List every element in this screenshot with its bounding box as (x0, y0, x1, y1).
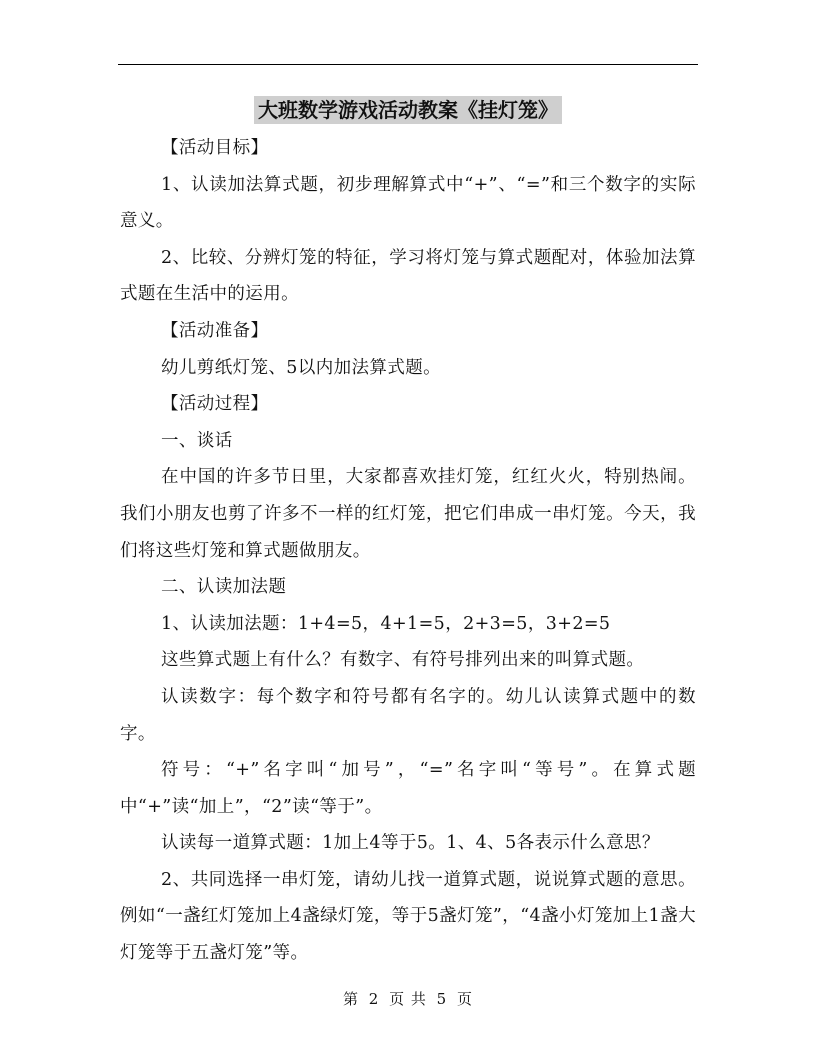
document-title-wrapper (0, 96, 816, 124)
section-heading-goals: 【活动目标】 (161, 138, 269, 158)
document-title: 大班数学游戏活动教案《挂灯笼》 (254, 96, 562, 124)
process-step-2-item-1: 1、认读加法题：1+4=5，4+1=5，2+3=5，3+2=5 (161, 613, 611, 634)
header-rule (118, 64, 698, 65)
page-total: 5 (436, 990, 448, 1008)
page-suffix: 页 (457, 990, 474, 1008)
process-step-2-reading: 认读每一道算式题：1加上4等于5。1、4、5各表示什么意思？ (161, 833, 660, 854)
process-step-2-item-2: 2、共同选择一串灯笼，请幼儿找一道算式题，说说算式题的意思。例如“一盏红灯笼加上4盏绿灯笼，等于5盏灯笼”，“4盏小灯笼加上1盏大灯笼等于五盏灯笼”等。 (120, 869, 696, 964)
process-step-1-text: 在中国的许多节日里，大家都喜欢挂灯笼，红红火火，特别热闹。我们小朋友也剪了许多不一样的红灯笼，把它们串成一串灯笼。今天，我们将这些灯笼和算式题做朋友。 (120, 467, 696, 561)
preparation-text: 幼儿剪纸灯笼、5以内加法算式题。 (161, 357, 442, 378)
process-step-2-symbols: 符号：“+”名字叫“加号”，“=”名字叫“等号”。在算式题中“+”读“加上”，“2”读“等于”。 (120, 760, 696, 817)
page-prefix: 第 (342, 990, 359, 1008)
section-heading-preparation: 【活动准备】 (161, 320, 269, 341)
section-heading-process: 【活动过程】 (161, 394, 269, 415)
page-footer (0, 988, 816, 1009)
document-body (120, 130, 696, 972)
process-step-2-numbers: 认读数字：每个数字和符号都有名字的。幼儿认读算式题中的数字。 (120, 686, 696, 744)
process-step-2-question: 这些算式题上有什么？有数字、有符号排列出来的叫算式题。 (161, 650, 645, 671)
page-middle: 页 共 (389, 990, 427, 1008)
process-step-1-heading: 一、谈话 (161, 430, 233, 451)
process-step-2-heading: 二、认读加法题 (161, 577, 287, 598)
goal-item-2: 2、比较、分辨灯笼的特征，学习将灯笼与算式题配对，体验加法算式题在生活中的运用。 (120, 247, 696, 305)
page-current: 2 (368, 990, 380, 1008)
goal-item-1: 1、认读加法算式题，初步理解算式中“+”、“=”和三个数字的实际意义。 (120, 174, 696, 232)
